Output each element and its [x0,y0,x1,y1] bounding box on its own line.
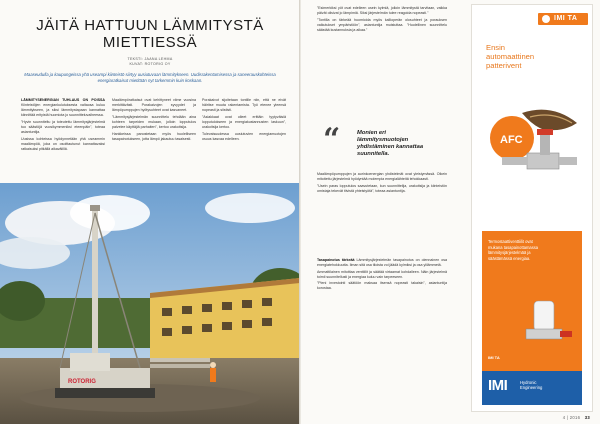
pull-quote-line-4: suunnitella. [357,151,390,157]
col3-text: Tulevaisuudessa uusiutuvien energiamuotojen osuus kasvaa edelleen. [202,131,286,141]
col2-paragraph [112,115,196,130]
quote-mark-icon: “ [323,122,341,157]
rc3-heading: Tasapainotus tärkeää [317,258,357,262]
ad-info-box [482,231,582,371]
rc2-text: Maalämpöpumppujen ja aurinkoenergian yhdistelmät ovat yleistymässä. Oikein mitoitettu järjestelmä hyödyntää molempia energialähteitä tehokkaasti. [317,172,447,182]
issue-label: 4 | 2016 [562,415,581,420]
col3-paragraph [202,98,286,113]
rc3-paragraph [317,270,447,280]
title-line-1: JÄITÄ HATTUUN LÄMMITYSTÄ [36,17,264,34]
pull-quote [317,123,447,165]
ad-info-text [488,239,576,261]
article-title [20,17,280,51]
col3-text: Porakaivot sijoitetaan tontille niin, että ne eivät häiritse muuta rakentamista. Työ etenee yleensä nopeasti ja siististi. [202,98,286,113]
col3-text: "Asiakkaat ovat olleet erittäin tyytyväisiä lopputulokseen ja energiakustannusten laskuun", urakoitsija kertoo. [202,114,286,129]
pull-quote-line-2: lämmitysmuotojen [357,137,409,143]
imi-subtitle [520,380,542,391]
right-column-bottom [317,258,447,293]
radiator-valve-illustration [482,93,582,213]
col1-paragraph [21,98,105,118]
col2-text: Maalämpöratkaisut ovat kehittyneet viime vuosina merkittävästi. Porakaivojen syvyydet ja lämpöpumppujen hyötysuhteet ovat kasvaneet. [112,98,196,113]
rc1-paragraph [317,18,447,33]
ad-info-line: lämmitysjärjestelmää ja [488,250,531,255]
rc3-paragraph [317,281,447,291]
rc2-text: "Usein paras lopputulos saavutetaan, kun suunnittelija, urakoitsija ja kiinteistön omistaja tekevät tiivistä yhteistyötä", toteaa asiantuntija. [317,183,447,193]
col1-text: Kiinteistöjen energiankulutuksesta valtaosa kuluu lämmitykseen, ja siksi lämmitystapaan kannattaa kiinnittää erityistä huomiota jo suunnitteluvaiheessa. [21,103,105,118]
col2-paragraph [112,132,196,142]
article-column-3 [202,98,286,143]
svg-text:AFC: AFC [500,134,523,146]
ad-tagline-line-3: patterivent [486,61,522,70]
imi-brand-bar [482,371,582,405]
article-column-2 [112,98,196,143]
pull-quote-text [357,130,447,158]
ad-tagline-line-2: automaattinen [486,52,535,61]
col2-text: Hankkeissa panostetaan myös huolelliseen tasapainotukseen, jotta lämpö jakautuu tasaisesti. [112,131,196,141]
rc3-paragraph [317,258,447,268]
valve-product-icon [482,93,582,213]
col2-text: "Lämmitysjärjestelmän suunnittelu tehdään aina kohteen tarpeiden mukaan, jolloin lopputulos palvelee käyttäjiä parhaiten", kertoo urakoitsija. [112,114,196,129]
col1-heading: LÄMMITYSENERGIAN TUHLAUS ON POISSA [21,98,105,102]
article-column-1 [21,98,105,153]
col2-paragraph [112,98,196,113]
right-page [301,0,600,424]
ad-info-line: mukana tasapainottamassa [488,244,539,250]
pull-quote-line-1: Monien eri [357,130,386,136]
advertisement [471,4,593,412]
col1-paragraph [21,120,105,135]
drilling-rig-photo [0,183,300,424]
rc1-text: "Tontilla on tärkeää huomioida myös kallioperän olosuhteet ja porauksen vaikutukset ympäristöön", asiantuntija muistuttaa. "Huolellinen suunnittelu säästää kustannuksia ja aikaa." [317,17,447,32]
rc2-paragraph [317,172,447,182]
byline [20,57,280,67]
thermostat-valve-icon [516,291,576,351]
imi-subtitle-line-1: Hydronic [520,380,537,385]
right-column-middle [317,172,447,195]
rc1-paragraph [317,6,447,16]
svg-text:ROTORIG: ROTORIG [68,379,96,385]
col1-paragraph [21,137,105,152]
ad-info-line: Termostaattiventtiilit ovat [488,239,533,244]
col3-paragraph [202,132,286,142]
page-number: 33 [584,415,590,420]
rc3-text: "Pieni investointi säätöön maksaa itsensä nopeasti takaisin", asiantuntija korostaa. [317,281,447,291]
byline-photos: KUVAT: ROTORIG OY [129,62,171,66]
photo-illustration [0,183,300,424]
lead-paragraph: Maaseudulla ja kaupungeissa yhä useampi kiinteistö siirtyy uusiutuvaan lämmitykseen. Uudisrakentamisessa ja saneerauskohteissa energiaratkaisut mietitään nyt tarkemmin kuin koskaan. [24,72,276,83]
col1-text: "Hyvin suunniteltu ja toteutettu lämmitysjärjestelmä tuo säästöjä vuosikymmeniksi eteenpäin", toteaa asiantuntija. [21,119,105,135]
col1-text: Uusissa kohteissa hyödynnetään yhä useammin maalämpöä, joka on osoittautunut kannattavaksi ratkaisuksi pitkällä aikavälillä. [21,136,105,151]
ad-tagline-line-1: Ensin [486,43,505,52]
title-line-2: MIETTIESSÄ [102,34,198,51]
right-column-top [317,6,447,34]
imi-logo: IMI [488,377,508,394]
byline-author: TEKSTI: JAANA LEHMA [127,57,173,61]
imi-subtitle-line-2: Engineering [520,385,543,391]
col3-paragraph [202,115,286,130]
ad-box-logo: IMI TA [488,355,500,360]
ad-tagline [486,43,586,70]
pull-quote-line-3: yhdistäminen kannattaa [357,144,424,150]
rc1-text: "Esimerkiksi yöt ovat edelleen usein kylmiä, jolloin lämmitystä tarvitaan, vaikka päivät olisivat jo lämpimiä. Siksi järjestelmän tulee reagoida nopeasti." [317,6,447,16]
ad-info-line: säästämässä energiaa. [488,255,531,261]
ad-logo [538,13,588,25]
rc3-text: Ammattilainen mitoittaa venttiilit ja säätää virtaamat kohdalleen. Näin järjestelmä toimii suunnitellusti ja energiaa kuluu vain tarpeeseen. [317,269,447,279]
ad-logo-text: IMI TA [554,15,578,22]
logo-circle-icon [542,15,550,23]
rc2-paragraph [317,184,447,194]
page-footer [563,415,590,420]
rc3-text: Lämmitysjärjestelmän tasapainotus on olennainen osa energiatehokkuutta. Ilman sitä osa tiloista voi jäädä kylmiksi ja osa ylilämmetä. [317,258,447,268]
